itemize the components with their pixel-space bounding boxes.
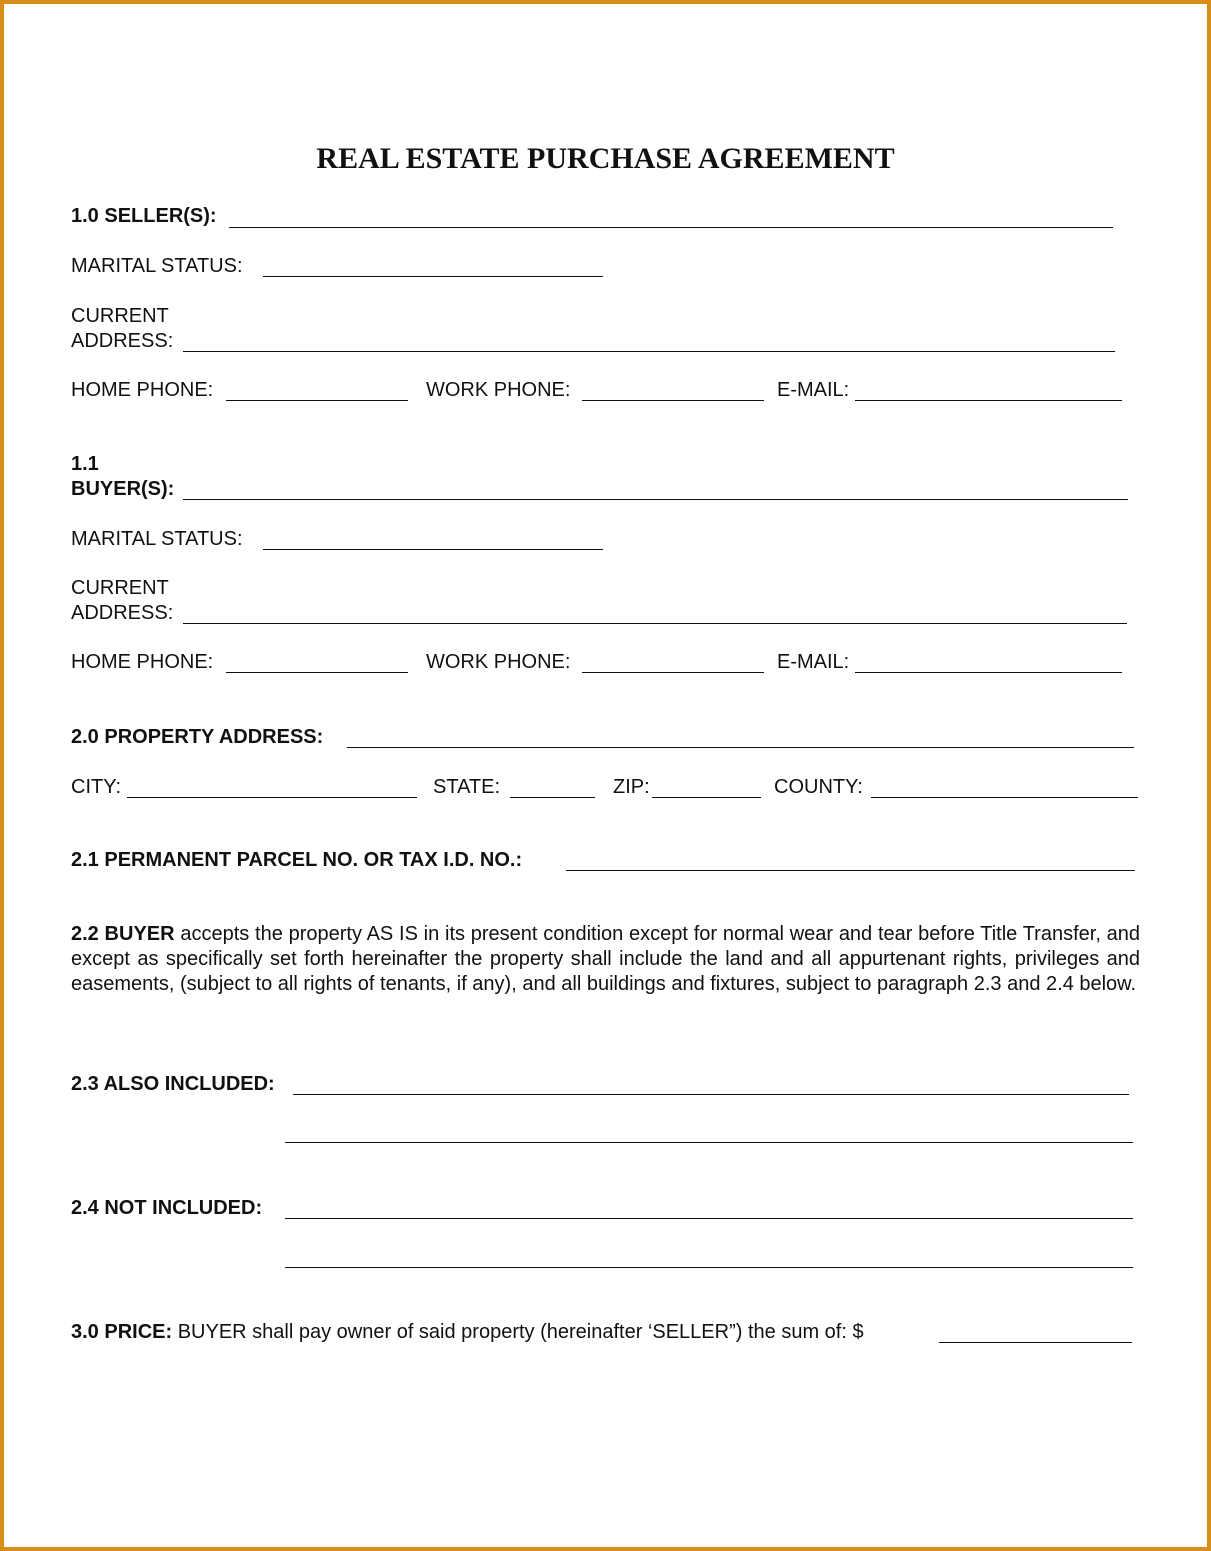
buyer-work-phone-label: WORK PHONE:: [426, 651, 571, 673]
buyer-address-field[interactable]: [183, 623, 1127, 624]
seller-home-phone-label: HOME PHONE:: [71, 379, 214, 401]
seller-home-phone-field[interactable]: [226, 400, 408, 401]
property-address-label: 2.0 PROPERTY ADDRESS:: [71, 726, 324, 748]
seller-address-label: ADDRESS:: [71, 330, 174, 352]
state-label: STATE:: [433, 776, 501, 798]
price-field[interactable]: [939, 1342, 1132, 1343]
county-label: COUNTY:: [774, 776, 863, 798]
state-field[interactable]: [510, 797, 595, 798]
seller-email-field[interactable]: [855, 400, 1122, 401]
buyer-address-label: ADDRESS:: [71, 602, 174, 624]
parcel-label: 2.1 PERMANENT PARCEL NO. OR TAX I.D. NO.:: [71, 849, 523, 871]
also-included-field-1[interactable]: [293, 1094, 1129, 1095]
seller-marital-status-label: MARITAL STATUS:: [71, 255, 243, 277]
zip-label: ZIP:: [613, 776, 650, 798]
not-included-field-1[interactable]: [285, 1218, 1133, 1219]
property-address-field[interactable]: [347, 747, 1134, 748]
seller-email-label: E-MAIL:: [777, 379, 850, 401]
seller-marital-status-field[interactable]: [263, 276, 603, 277]
buyer-home-phone-label: HOME PHONE:: [71, 651, 214, 673]
not-included-label: 2.4 NOT INCLUDED:: [71, 1197, 263, 1219]
seller-address-field[interactable]: [183, 351, 1115, 352]
price-line: [71, 1320, 864, 1344]
buyer-marital-status-field[interactable]: [263, 549, 603, 550]
parcel-field[interactable]: [566, 870, 1135, 871]
seller-work-phone-field[interactable]: [582, 400, 764, 401]
as-is-clause-text: accepts the property AS IS in its present condition except for normal wear and tear before Title Transfer, and except as specifically set forth hereinafter the property shall include the land and all appurtenant rights, privileges and easements, (subject to all rights of tenants, if any), and all buildings and fixtures, subject to paragraph 2.3 and 2.4 below.: [71, 923, 1140, 995]
buyer-label: BUYER(S):: [71, 478, 175, 500]
buyer-field[interactable]: [183, 499, 1128, 500]
county-field[interactable]: [871, 797, 1138, 798]
buyer-email-field[interactable]: [855, 672, 1122, 673]
buyer-marital-status-label: MARITAL STATUS:: [71, 528, 243, 550]
also-included-label: 2.3 ALSO INCLUDED:: [71, 1073, 275, 1095]
price-label: 3.0 PRICE:: [71, 1321, 173, 1343]
seller-field[interactable]: [229, 227, 1113, 228]
zip-field[interactable]: [652, 797, 761, 798]
buyer-work-phone-field[interactable]: [582, 672, 764, 673]
buyer-email-label: E-MAIL:: [777, 651, 850, 673]
seller-work-phone-label: WORK PHONE:: [426, 379, 571, 401]
buyer-current-label: CURRENT: [71, 577, 169, 599]
seller-current-label: CURRENT: [71, 305, 169, 327]
city-label: CITY:: [71, 776, 122, 798]
city-field[interactable]: [127, 797, 417, 798]
seller-label: 1.0 SELLER(S):: [71, 205, 217, 227]
not-included-field-2[interactable]: [285, 1267, 1133, 1268]
as-is-clause-lead: 2.2 BUYER: [71, 923, 175, 945]
document-title: REAL ESTATE PURCHASE AGREEMENT: [316, 142, 895, 175]
buyer-number: 1.1: [71, 453, 99, 475]
as-is-clause: [71, 922, 1140, 997]
buyer-home-phone-field[interactable]: [226, 672, 408, 673]
price-text: BUYER shall pay owner of said property (hereinafter ‘SELLER”) the sum of: $: [172, 1321, 864, 1343]
also-included-field-2[interactable]: [285, 1142, 1133, 1143]
